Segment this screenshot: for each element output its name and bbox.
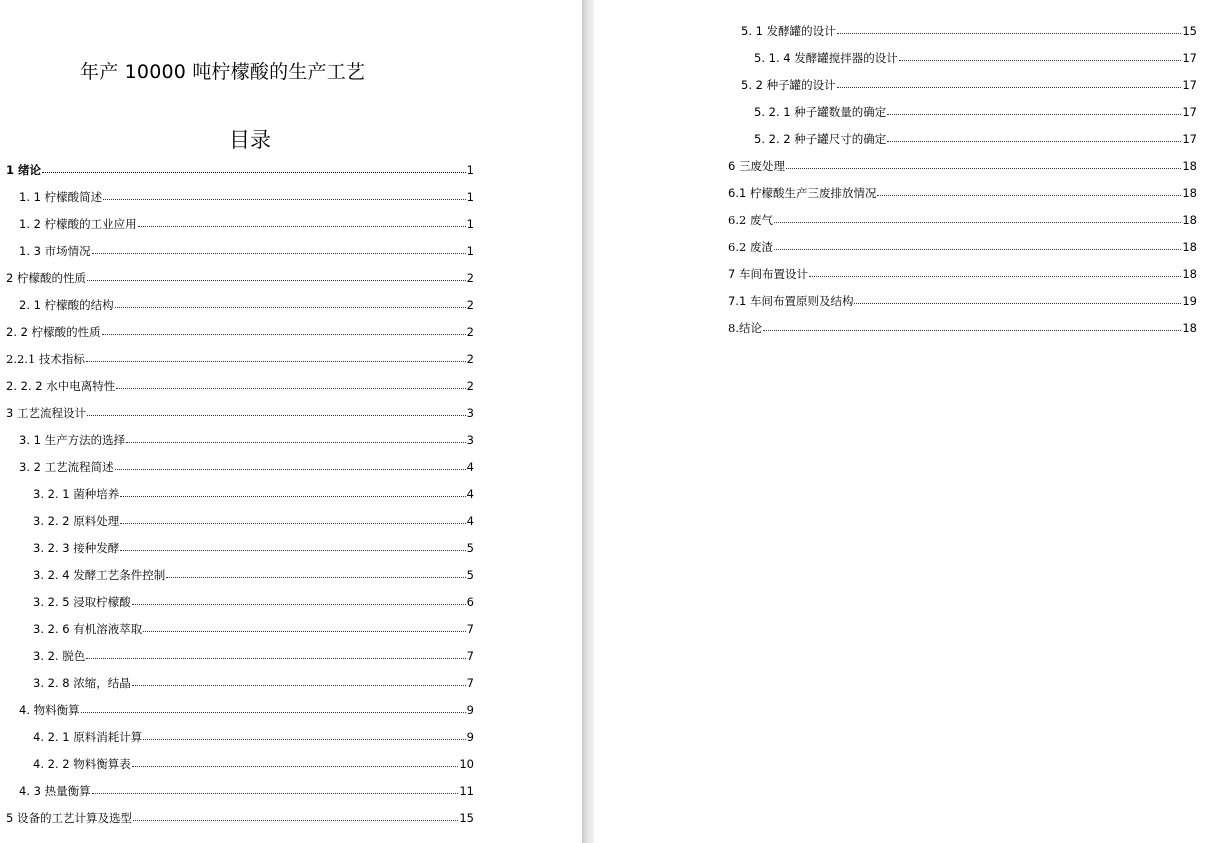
toc-leader-dots — [132, 685, 466, 686]
toc-entry-label: 3. 2. 4 发酵工艺条件控制 — [33, 568, 166, 582]
toc-entry-page-number: 7 — [466, 649, 474, 663]
toc-entry-page-number: 2 — [466, 325, 474, 339]
toc-leader-dots — [854, 303, 1181, 304]
toc-entry-label: 3. 2. 6 有机溶液萃取 — [33, 622, 143, 636]
toc-leader-dots — [138, 226, 466, 227]
toc-entry-page-number: 1 — [466, 244, 474, 258]
toc-leader-dots — [42, 172, 466, 173]
toc-entry-label: 2. 2. 2 水中电离特性 — [6, 379, 116, 393]
toc-entry[interactable] — [19, 295, 474, 315]
toc-entry[interactable] — [19, 187, 474, 207]
toc-entry[interactable] — [728, 210, 1197, 230]
toc-entry-page-number: 2 — [466, 271, 474, 285]
toc-entry-label: 6.2 废渣 — [728, 240, 773, 254]
toc-entry-label: 5. 2 种子罐的设计 — [741, 78, 836, 92]
toc-entry-label: 4. 2. 1 原料消耗计算 — [33, 730, 143, 744]
toc-entry[interactable] — [33, 673, 474, 693]
toc-entry-page-number: 5 — [466, 541, 474, 555]
toc-entry[interactable] — [33, 646, 474, 666]
toc-entry[interactable] — [19, 430, 474, 450]
toc-leader-dots — [86, 361, 466, 362]
toc-leader-dots — [120, 550, 465, 551]
toc-entry-page-number: 5 — [466, 568, 474, 582]
toc-entry[interactable] — [728, 318, 1197, 338]
toc-entry-page-number: 4 — [466, 514, 474, 528]
toc-entry-label: 3. 1 生产方法的选择 — [19, 433, 126, 447]
toc-entry[interactable] — [728, 264, 1197, 284]
toc-entry[interactable] — [33, 619, 474, 639]
toc-entry[interactable] — [6, 349, 474, 369]
toc-leader-dots — [87, 415, 466, 416]
toc-entry-label: 7 车间布置设计 — [728, 267, 808, 281]
toc-leader-dots — [102, 334, 466, 335]
toc-entry-label: 3. 2. 1 菌种培养 — [33, 487, 120, 501]
toc-leader-dots — [115, 469, 466, 470]
toc-entry-label: 5. 1 发酵罐的设计 — [741, 24, 836, 38]
toc-entry-page-number: 15 — [459, 811, 474, 825]
toc-leader-dots — [120, 523, 465, 524]
toc-entry[interactable] — [19, 781, 474, 801]
toc-entry[interactable] — [6, 160, 474, 180]
toc-entry-label: 2 柠檬酸的性质 — [6, 271, 86, 285]
toc-entry[interactable] — [19, 457, 474, 477]
toc-entry[interactable] — [741, 75, 1197, 95]
toc-entry-page-number: 18 — [1182, 186, 1197, 200]
toc-entry-page-number: 1 — [466, 217, 474, 231]
toc-entry-page-number: 2 — [466, 379, 474, 393]
toc-entry-label: 4. 物料衡算 — [19, 703, 80, 717]
toc-entry[interactable] — [6, 268, 474, 288]
toc-entry-page-number: 11 — [459, 784, 474, 798]
toc-leader-dots — [774, 222, 1181, 223]
toc-entry[interactable] — [33, 511, 474, 531]
toc-entry[interactable] — [19, 214, 474, 234]
toc-entry-label: 5. 2. 1 种子罐数量的确定 — [754, 105, 887, 119]
toc-entry-page-number: 17 — [1182, 51, 1197, 65]
document-page-right — [594, 0, 1218, 843]
toc-entry-label: 1. 1 柠檬酸简述 — [19, 190, 103, 204]
toc-entry[interactable] — [6, 322, 474, 342]
toc-entry-page-number: 4 — [466, 487, 474, 501]
toc-entry[interactable] — [33, 592, 474, 612]
toc-entry[interactable] — [33, 538, 474, 558]
toc-entry-label: 3. 2. 8 浓缩，结晶 — [33, 676, 131, 690]
toc-entry[interactable] — [6, 808, 474, 828]
page-gutter — [582, 0, 594, 843]
toc-leader-dots — [92, 793, 459, 794]
toc-entry[interactable] — [33, 484, 474, 504]
toc-entry-page-number: 17 — [1182, 132, 1197, 146]
toc-entry-label: 2. 2 柠檬酸的性质 — [6, 325, 101, 339]
toc-list-left — [0, 0, 582, 843]
toc-leader-dots — [81, 712, 466, 713]
toc-leader-dots — [166, 577, 465, 578]
toc-entry-page-number: 9 — [466, 703, 474, 717]
toc-entry[interactable] — [754, 129, 1197, 149]
toc-entry[interactable] — [754, 48, 1197, 68]
toc-leader-dots — [774, 249, 1181, 250]
toc-entry-label: 4. 3 热量衡算 — [19, 784, 91, 798]
toc-leader-dots — [763, 330, 1181, 331]
toc-entry-label: 8.结论 — [728, 321, 762, 335]
toc-entry[interactable] — [33, 727, 474, 747]
toc-entry[interactable] — [19, 241, 474, 261]
toc-entry-label: 3. 2 工艺流程简述 — [19, 460, 114, 474]
toc-entry-label: 2.2.1 技术指标 — [6, 352, 85, 366]
document-page-left — [0, 0, 582, 843]
toc-entry[interactable] — [728, 291, 1197, 311]
toc-entry-page-number: 4 — [466, 460, 474, 474]
toc-leader-dots — [786, 168, 1181, 169]
document-title: 年产 10000 吨柠檬酸的生产工艺 — [80, 61, 366, 83]
toc-entry-label: 5. 1. 4 发酵罐搅拌器的设计 — [754, 51, 898, 65]
toc-entry-page-number: 18 — [1182, 159, 1197, 173]
toc-entry-page-number: 3 — [466, 406, 474, 420]
toc-entry-page-number: 18 — [1182, 267, 1197, 281]
toc-leader-dots — [116, 388, 465, 389]
toc-entry-label: 1. 2 柠檬酸的工业应用 — [19, 217, 137, 231]
toc-entry[interactable] — [6, 403, 474, 423]
toc-entry-label: 4. 2. 2 物料衡算表 — [33, 757, 131, 771]
toc-entry-label: 3 工艺流程设计 — [6, 406, 86, 420]
toc-entry[interactable] — [33, 565, 474, 585]
toc-entry[interactable] — [6, 376, 474, 396]
toc-entry-label: 3. 2. 2 原料处理 — [33, 514, 120, 528]
toc-entry-page-number: 3 — [466, 433, 474, 447]
toc-entry-page-number: 18 — [1182, 321, 1197, 335]
toc-entry[interactable] — [728, 156, 1197, 176]
toc-leader-dots — [103, 199, 466, 200]
toc-entry-page-number: 6 — [466, 595, 474, 609]
toc-entry-label: 3. 2. 5 浸取柠檬酸 — [33, 595, 131, 609]
toc-entry-page-number: 9 — [466, 730, 474, 744]
toc-leader-dots — [899, 60, 1182, 61]
toc-leader-dots — [887, 114, 1181, 115]
toc-entry[interactable] — [741, 21, 1197, 41]
toc-entry-label: 7.1 车间布置原则及结构 — [728, 294, 854, 308]
toc-leader-dots — [87, 280, 466, 281]
toc-leader-dots — [126, 442, 466, 443]
toc-entry-page-number: 18 — [1182, 213, 1197, 227]
toc-leader-dots — [120, 496, 465, 497]
toc-entry-label: 3. 2. 脱色 — [33, 649, 86, 663]
toc-leader-dots — [877, 195, 1181, 196]
toc-entry-label: 5. 2. 2 种子罐尺寸的确定 — [754, 132, 887, 146]
toc-entry-label: 6.2 废气 — [728, 213, 773, 227]
toc-entry-page-number: 18 — [1182, 240, 1197, 254]
toc-leader-dots — [887, 141, 1181, 142]
toc-entry-page-number: 17 — [1182, 105, 1197, 119]
toc-entry-label: 6.1 柠檬酸生产三废排放情况 — [728, 186, 877, 200]
toc-leader-dots — [837, 33, 1182, 34]
toc-entry-page-number: 17 — [1182, 78, 1197, 92]
toc-entry-label: 1. 3 市场情况 — [19, 244, 91, 258]
toc-entry-label: 3. 2. 3 接种发酵 — [33, 541, 120, 555]
toc-leader-dots — [115, 307, 466, 308]
toc-entry-page-number: 1 — [466, 163, 474, 177]
toc-leader-dots — [809, 276, 1181, 277]
toc-entry-label: 1 绪论 — [6, 163, 42, 177]
toc-entry-page-number: 10 — [459, 757, 474, 771]
toc-entry[interactable] — [19, 700, 474, 720]
toc-heading: 目录 — [229, 128, 271, 152]
toc-leader-dots — [86, 658, 465, 659]
toc-entry-page-number: 2 — [466, 352, 474, 366]
toc-leader-dots — [143, 739, 465, 740]
toc-entry[interactable] — [754, 102, 1197, 122]
toc-leader-dots — [132, 766, 459, 767]
toc-entry-page-number: 7 — [466, 622, 474, 636]
toc-entry-label: 5 设备的工艺计算及选型 — [6, 811, 132, 825]
toc-leader-dots — [132, 604, 466, 605]
toc-leader-dots — [837, 87, 1182, 88]
toc-entry[interactable] — [728, 237, 1197, 257]
toc-leader-dots — [143, 631, 465, 632]
toc-entry-label: 6 三废处理 — [728, 159, 785, 173]
toc-entry-page-number: 15 — [1182, 24, 1197, 38]
toc-entry-page-number: 2 — [466, 298, 474, 312]
toc-leader-dots — [133, 820, 458, 821]
toc-entry-page-number: 7 — [466, 676, 474, 690]
toc-entry-page-number: 1 — [466, 190, 474, 204]
toc-entry[interactable] — [728, 183, 1197, 203]
toc-leader-dots — [92, 253, 466, 254]
toc-entry-label: 2. 1 柠檬酸的结构 — [19, 298, 114, 312]
toc-list-right — [594, 0, 1218, 843]
toc-entry-page-number: 19 — [1182, 294, 1197, 308]
toc-entry[interactable] — [33, 754, 474, 774]
